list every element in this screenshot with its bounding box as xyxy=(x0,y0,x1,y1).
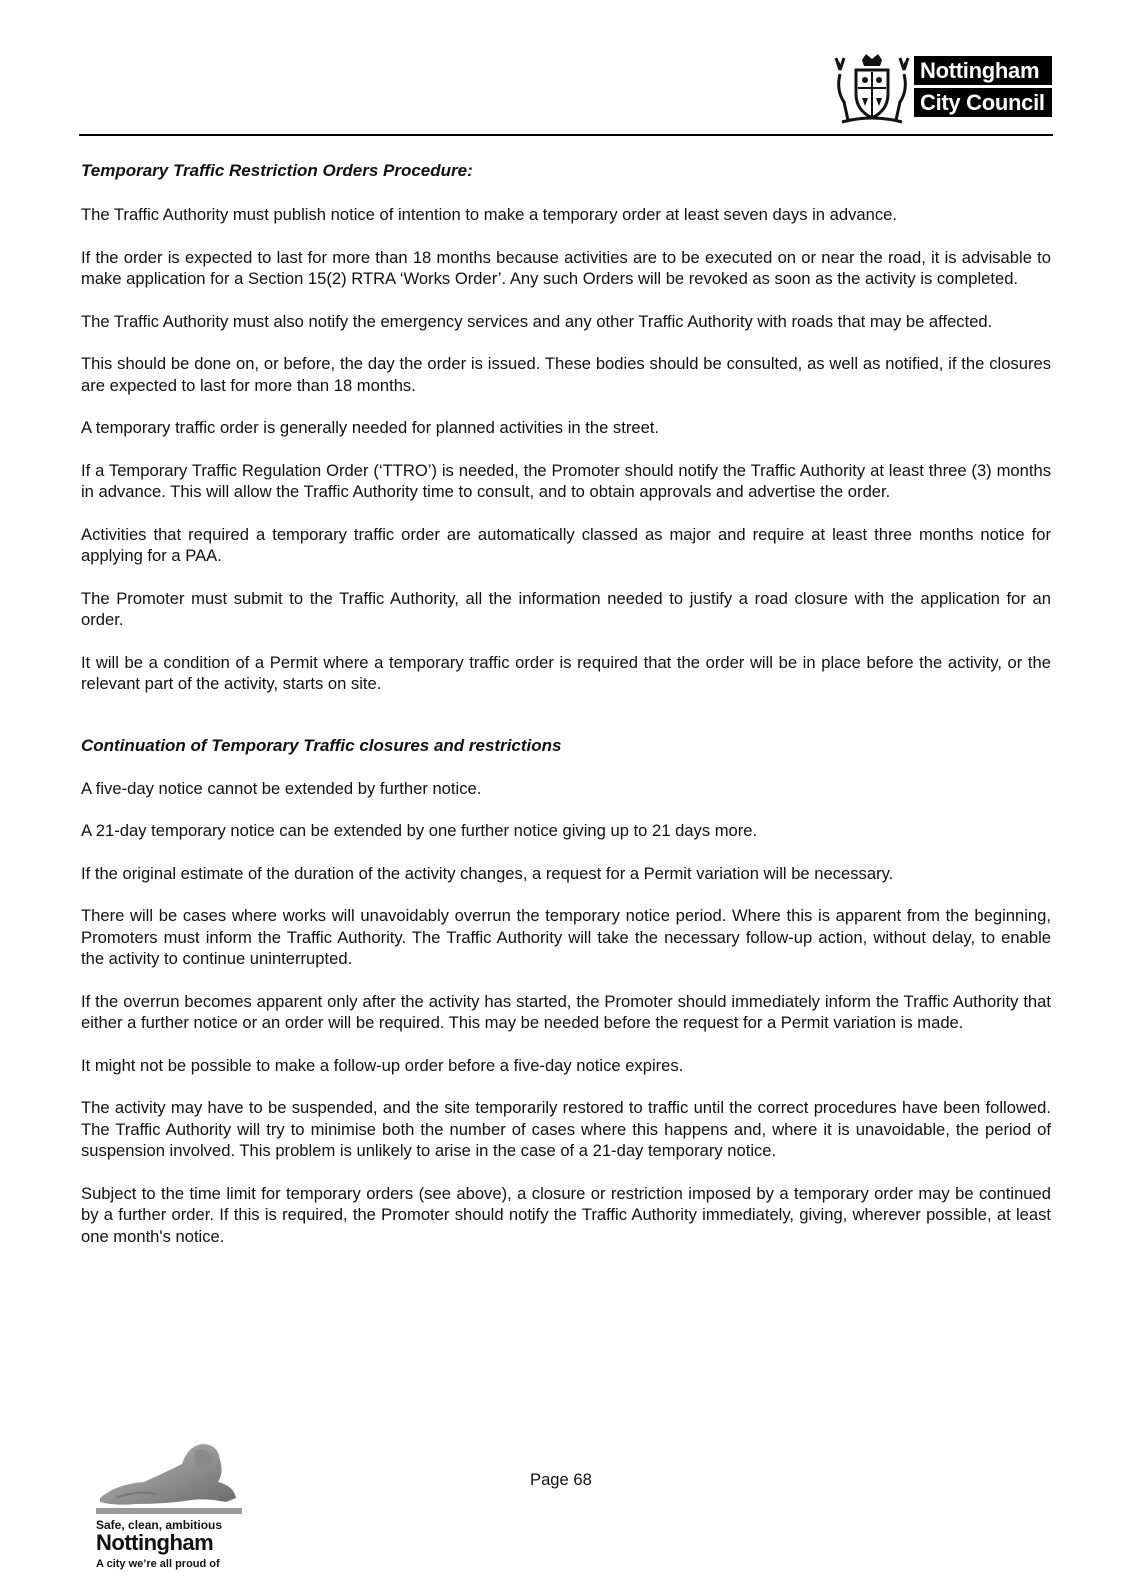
council-logo xyxy=(834,50,1052,126)
paragraph: The Traffic Authority must also notify the emergency services and any other Traffic Authority with roads that may be affected. xyxy=(81,311,993,331)
paragraph: There will be cases where works will unavoidably overrun the temporary notice period. Where this is apparent from the beginning, Promoters must inform the Traffic Authority. The Traffic Authority will take the necessary follow-up action, without delay, to enable the activity to continue uninterrupted. xyxy=(81,906,1051,968)
city-slogan-logo xyxy=(88,1438,258,1573)
council-name-line1: Nottingham xyxy=(914,56,1052,85)
slogan-text: Safe, clean, ambitious xyxy=(96,1518,223,1532)
paragraph: The activity may have to be suspended, and the site temporarily restored to traffic until the correct procedures have been followed. The Traffic Authority will try to minimise both the number of cases where this happens and, where it is unavoidable, the period of suspension involved. This problem is unlikely to arise in the case of a 21-day temporary notice. xyxy=(81,1098,1051,1160)
paragraph: If the original estimate of the duration of the activity changes, a request for a Permit variation will be necessary. xyxy=(81,863,894,883)
section-ttro-procedure xyxy=(81,160,1051,695)
paragraph: If the order is expected to last for more than 18 months because activities are to be executed on or near the road, it is advisable to make application for a Section 15(2) RTRA ‘Works Order’. Any such Orders will be revoked as soon as the activity is completed. xyxy=(81,247,1051,288)
paragraph: If a Temporary Traffic Regulation Order (‘TTRO’) is needed, the Promoter should notify the Traffic Authority at least three (3) months in advance. This will allow the Traffic Authority time to consult, and to obtain approvals and advertise the order. xyxy=(81,460,1051,501)
paragraph: If the overrun becomes apparent only after the activity has started, the Promoter should immediately inform the Traffic Authority that either a further notice or an order will be required. This may be needed before the request for a Permit variation is made. xyxy=(81,991,1051,1032)
section-continuation xyxy=(81,735,1051,1248)
paragraph: A five-day notice cannot be extended by further notice. xyxy=(81,778,482,798)
coat-of-arms-icon xyxy=(834,50,910,126)
council-name xyxy=(914,56,1052,120)
page-number: Page 68 xyxy=(530,1470,592,1489)
city-name: Nottingham xyxy=(96,1530,214,1555)
section-title: Continuation of Temporary Traffic closures and restrictions xyxy=(81,735,562,755)
paragraph: Activities that required a temporary traffic order are automatically classed as major and require at least three months notice for applying for a PAA. xyxy=(81,524,1051,565)
header-divider xyxy=(79,134,1053,136)
paragraph: The Promoter must submit to the Traffic Authority, all the information needed to justify a road closure with the application for an order. xyxy=(81,588,1051,629)
paragraph: This should be done on, or before, the day the order is issued. These bodies should be consulted, as well as notified, if the closures are expected to last for more than 18 months. xyxy=(81,354,1051,395)
paragraph: The Traffic Authority must publish notice of intention to make a temporary order at least seven days in advance. xyxy=(81,205,897,224)
paragraph: A 21-day temporary notice can be extended by one further notice giving up to 21 days more. xyxy=(81,821,758,840)
paragraph: It will be a condition of a Permit where a temporary traffic order is required that the order will be in place before the activity, or the relevant part of the activity, starts on site. xyxy=(81,652,1051,693)
council-name-line2: City Council xyxy=(914,88,1052,117)
document-body xyxy=(81,160,1051,1268)
paragraph: It might not be possible to make a follow-up order before a five-day notice expires. xyxy=(81,1055,684,1075)
paragraph: A temporary traffic order is generally needed for planned activities in the street. xyxy=(81,418,660,437)
paragraph: Subject to the time limit for temporary orders (see above), a closure or restriction imposed by a temporary order may be continued by a further order. If this is required, the Promoter should notify the Traffic Authority immediately, giving, wherever possible, at least one month's notice. xyxy=(81,1183,1051,1246)
section-title: Temporary Traffic Restriction Orders Procedure: xyxy=(81,161,473,180)
tagline-text: A city we’re all proud of xyxy=(96,1558,220,1570)
lion-statue-icon xyxy=(96,1438,246,1516)
